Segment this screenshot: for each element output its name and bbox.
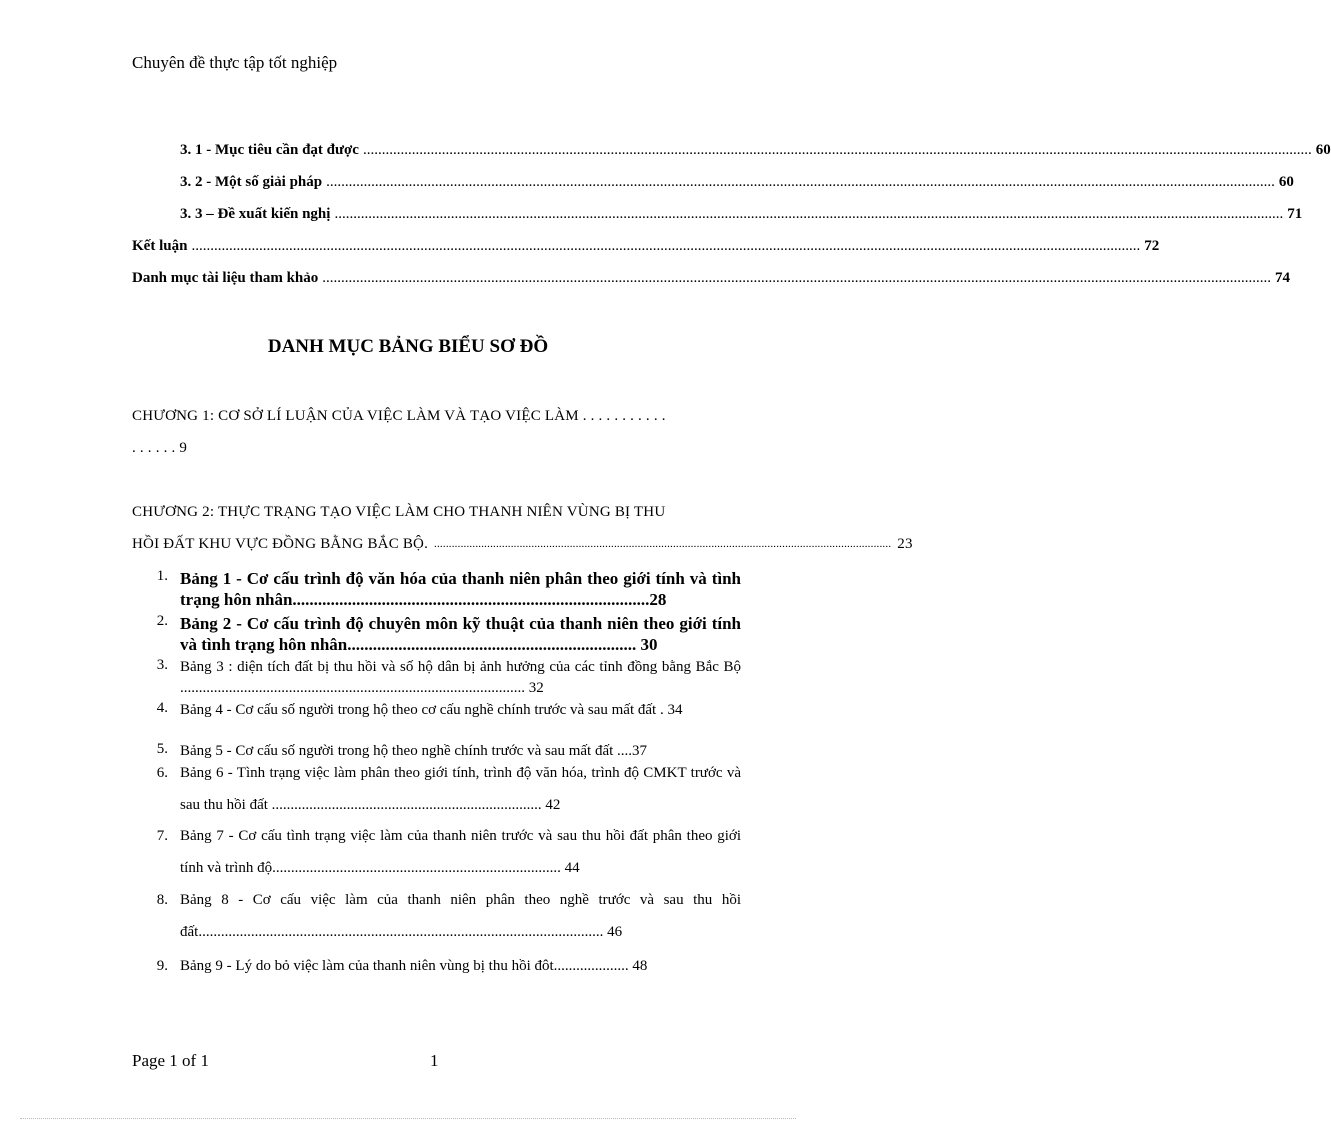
list-number: 7. bbox=[156, 828, 168, 844]
toc-label: 3. 3 – Đề xuất kiến nghị bbox=[180, 206, 331, 222]
list-number: 2. bbox=[156, 613, 168, 629]
page-separator bbox=[20, 1118, 796, 1119]
chapter-2-line-1: CHƯƠNG 2: THỰC TRẠNG TẠO VIỆC LÀM CHO THANH NIÊN VÙNG BỊ THU bbox=[132, 504, 666, 520]
toc-page: 71 bbox=[1287, 206, 1303, 222]
list-number: 9. bbox=[156, 958, 168, 974]
list-number: 5. bbox=[156, 741, 168, 757]
toc-leader bbox=[322, 270, 1271, 287]
list-number: 8. bbox=[156, 892, 168, 908]
toc-leader bbox=[191, 238, 1140, 255]
toc-label: 3. 2 - Một số giải pháp bbox=[180, 174, 323, 190]
section-title: DANH MỤC BẢNG BIỂU SƠ ĐỒ bbox=[267, 336, 549, 357]
toc-page: 60 bbox=[1315, 142, 1331, 158]
list-text: Bảng 6 - Tình trạng việc làm phân theo giới tính, trình độ văn hóa, trình độ CMKT trước và sau thu hồi đất ........................................................................ 42 bbox=[180, 765, 741, 813]
footer-page-label: Page 1 of 1 bbox=[132, 1051, 209, 1070]
chapter-2-page: 23 bbox=[897, 536, 913, 552]
toc-entry bbox=[132, 238, 1160, 260]
toc-entry bbox=[132, 270, 1291, 292]
list-text: Bảng 4 - Cơ cấu số người trong hộ theo cơ cấu nghề chính trước và sau mất đất . 34 bbox=[180, 702, 683, 718]
toc-label: Danh mục tài liệu tham khảo bbox=[132, 270, 319, 286]
toc-leader bbox=[334, 206, 1283, 223]
page-header: Chuyên đề thực tập tốt nghiệp bbox=[132, 53, 338, 72]
toc-entry bbox=[180, 142, 1331, 164]
list-text: Bảng 1 - Cơ cấu trình độ văn hóa của thanh niên phân theo giới tính và tình trạng hôn nhân....................................................................................28 bbox=[180, 569, 741, 609]
toc-label: 3. 1 - Mục tiêu cần đạt được bbox=[180, 142, 359, 158]
toc-page: 60 bbox=[1278, 174, 1294, 190]
chapter-1-line-1: CHƯƠNG 1: CƠ SỞ LÍ LUẬN CỦA VIỆC LÀM VÀ TẠO VIỆC LÀM . . . . . . . . . . . bbox=[132, 408, 666, 424]
chapter-2-leader: ........................................................................................................................................................... bbox=[434, 538, 892, 550]
toc-leader bbox=[326, 174, 1275, 191]
list-text: Bảng 5 - Cơ cấu số người trong hộ theo nghề chính trước và sau mất đất ....37 bbox=[180, 743, 648, 759]
list-number: 3. bbox=[156, 657, 168, 673]
list-text: Bảng 7 - Cơ cấu tình trạng việc làm của thanh niên trước và sau thu hồi đất phân theo giới tính và trình độ............................................................................. 44 bbox=[180, 828, 741, 876]
toc-entry bbox=[180, 174, 1294, 196]
toc-entry bbox=[180, 206, 1303, 228]
footer-page-number: 1 bbox=[430, 1051, 439, 1070]
chapter-1-line-2: . . . . . . 9 bbox=[132, 440, 188, 456]
list-number: 4. bbox=[156, 700, 168, 716]
chapter-2-line-2: HỒI ĐẤT KHU VỰC ĐỒNG BẰNG BẮC BỘ. bbox=[132, 536, 429, 552]
list-number: 1. bbox=[156, 568, 168, 584]
list-text: Bảng 2 - Cơ cấu trình độ chuyên môn kỹ thuật của thanh niên theo giới tính và tình trạng hôn nhân.................................................................... 30 bbox=[180, 614, 741, 654]
toc-page: 72 bbox=[1144, 238, 1160, 254]
list-text: Bảng 3 : diện tích đất bị thu hồi và số hộ dân bị ảnh hưởng của các tỉnh đồng bằng Bắc Bộ ............................................................................................ 32 bbox=[180, 659, 741, 696]
toc-label: Kết luận bbox=[132, 238, 188, 254]
list-text: Bảng 9 - Lý do bỏ việc làm của thanh niên vùng bị thu hồi đôt.................... 48 bbox=[180, 958, 648, 974]
toc-page: 74 bbox=[1275, 270, 1291, 286]
list-text: Bảng 8 - Cơ cấu việc làm của thanh niên phân theo nghề trước và sau thu hồi đất............................................................................................................ 46 bbox=[180, 892, 741, 940]
chapter-2-heading bbox=[132, 496, 913, 560]
toc-leader bbox=[363, 142, 1312, 159]
list-number: 6. bbox=[156, 765, 168, 781]
chapter-2-line-2-row bbox=[132, 528, 913, 560]
chapter-1-heading bbox=[132, 400, 738, 464]
